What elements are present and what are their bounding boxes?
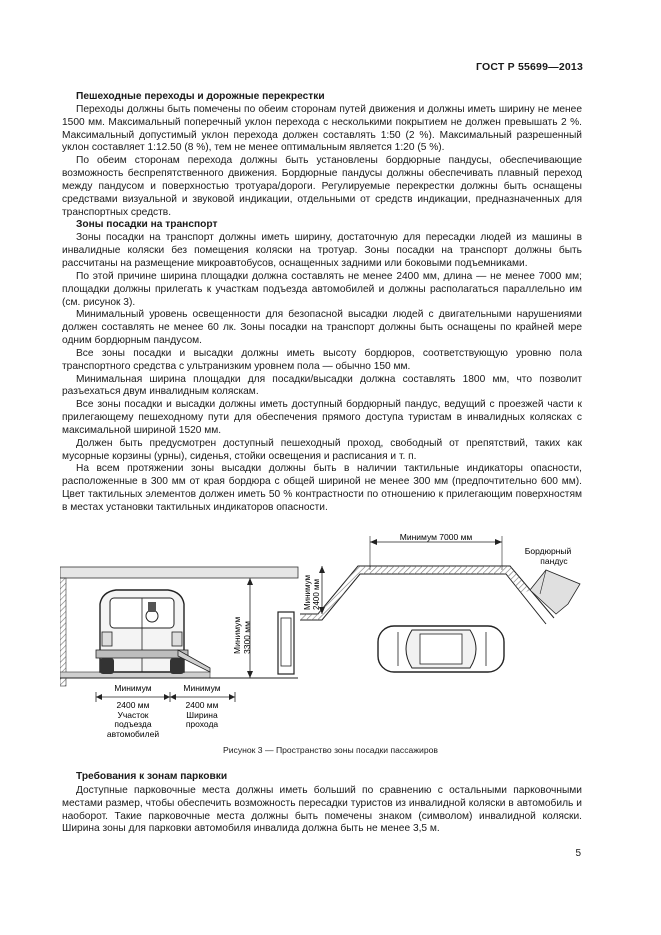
- parking-text: [62, 771, 582, 836]
- curb-ramp-icon: [530, 570, 580, 614]
- page-number: 5: [575, 848, 581, 859]
- curb-ramp-label-2: пандус: [540, 556, 568, 566]
- paragraph: Все зоны посадки и высадки должны иметь доступный бордюрный пандус, ведущий с проезжей части к прилегающему пешеходному пути для обеспечения прямого доступа туристам в инвалидных колясках с максимальной шириной 1520 мм.: [62, 399, 582, 436]
- paragraph: Минимальный уровень освещенности для безопасной высадки людей с двигательными нарушениями должен составлять не менее 60 лк. Зоны посадки на транспорт должны быть оснащены по крайней мере одним бордюрным пандусом.: [62, 309, 582, 347]
- right-label-1: Ширина: [186, 710, 218, 720]
- van-icon: [96, 590, 188, 674]
- boarding-zone-diagram: [60, 532, 590, 742]
- paragraph: Минимальная ширина площадки для посадки/высадки должна составлять 1800 мм, что позволит разъехаться двум инвалидным коляскам.: [62, 373, 582, 398]
- curb-ramp-label-1: Бордюрный: [524, 546, 572, 556]
- left-dim-label-2: 2400 мм: [116, 700, 150, 710]
- paragraph: По этой причине ширина площадки должна составлять не менее 2400 мм, длина — не менее 7000 мм; площадки должны прилегать к участкам подъезда автомобилей и должны располагаться параллельно им (см. рисунок 3).: [62, 270, 582, 308]
- car-icon: [378, 626, 504, 672]
- section-title-boarding: Зоны посадки на транспорт: [76, 219, 218, 231]
- section-title-crossings: Пешеходные переходы и дорожные перекрестки: [76, 91, 325, 102]
- paragraph: Доступные парковочные места должны иметь больший по сравнению с остальными парковочными местами размер, чтобы обеспечить возможность пересадки туристов из инвалидной коляски в автомобиль и наоборот. Такие парковочные места должны быть помечены знаком (символом) инвалидной коляски. Ширина зоны для парковки автомобиля инвалида должна быть не менее 3,5 м.: [62, 784, 582, 835]
- dim-2400-label-1: Минимум: [303, 574, 312, 610]
- figure-caption: Рисунок 3 — Пространство зоны посадки пассажиров: [223, 745, 438, 755]
- figure-3: [60, 532, 590, 742]
- paragraph: Зоны посадки на транспорт должны иметь ширину, достаточную для пересадки людей из машины в инвалидные коляски без помещения коляски на тротуар. Зоны посадки на транспорт должны быть рассчитаны на размещение микроавтобусов, оснащенных задними или боковыми подъемниками.: [62, 232, 582, 269]
- left-label-2: подъезда: [114, 719, 152, 729]
- right-dim-label-2: 2400 мм: [185, 700, 219, 710]
- canopy-roof: [60, 567, 298, 578]
- dim-7000-label: Минимум 7000 мм: [399, 532, 473, 542]
- left-label-3: автомобилей: [106, 729, 160, 739]
- station-door: [278, 612, 294, 674]
- right-dim-label-1: Минимум: [183, 683, 221, 693]
- dim-3300-label-1: Минимум: [232, 616, 242, 654]
- paragraph: Должен быть предусмотрен доступный пешеходный проход, свободный от препятствий, таких как мусорные корзины (урны), сиденья, стойки освещения и расписания и т. п.: [62, 437, 582, 462]
- paragraph: Переходы должны быть помечены по обеим сторонам путей движения и должны иметь ширину не менее 1500 мм. Максимальный поперечный уклон перехода с несколькими покрытием не должен превышать 2 %. Максимальный допустимый уклон перехода должен составлять 1:50 (2 %). Максимальный разрешенный уклон составляет 1:12.50 (8 %), тем не менее оптимальным является 1:20 (5 %).: [62, 103, 582, 154]
- paragraph: По обеим сторонам перехода должны быть установлены бордюрные пандусы, обеспечивающие возможность беспрепятственного движения. Бордюрные пандусы должны обеспечивать плавный переход между пандусом и поверхностью тротуара/дороги. Регулируемые перекрестки должны быть оснащены средствами визуальной и звуковой индикации, отдельными от средств индикации, предназначенных для транспортных средств.: [62, 155, 582, 218]
- left-label-1: Участок: [117, 710, 149, 720]
- left-dim-label-1: Минимум: [114, 683, 152, 693]
- document-header: ГОСТ Р 55699—2013: [475, 61, 583, 73]
- dim-3300-label-2: 3300 мм: [242, 621, 252, 654]
- curb: [60, 672, 210, 678]
- dim-2400-label-2: 2400 мм: [312, 578, 321, 610]
- paragraph: Все зоны посадки и высадки должны иметь высоту бордюров, соответствующую уровню пола транспортного средства с ультранизким уровнем пола — обычно 150 мм.: [62, 347, 582, 372]
- paragraph: На всем протяжении зоны высадки должны быть в наличии тактильные индикаторы опасности, расположенные в 300 мм от края бордюра с общей шириной не менее 300 мм (предпочтительно 600 мм). Цвет тактильных элементов должен иметь 50 % контрастности по отношению к прилегающим поверхностям в местах установки тактильных индикаторов опасности.: [62, 463, 582, 513]
- right-label-2: прохода: [185, 719, 219, 729]
- section-title-parking: Требования к зонам парковки: [76, 771, 228, 782]
- main-text: [62, 91, 582, 515]
- canopy-post: [60, 578, 66, 686]
